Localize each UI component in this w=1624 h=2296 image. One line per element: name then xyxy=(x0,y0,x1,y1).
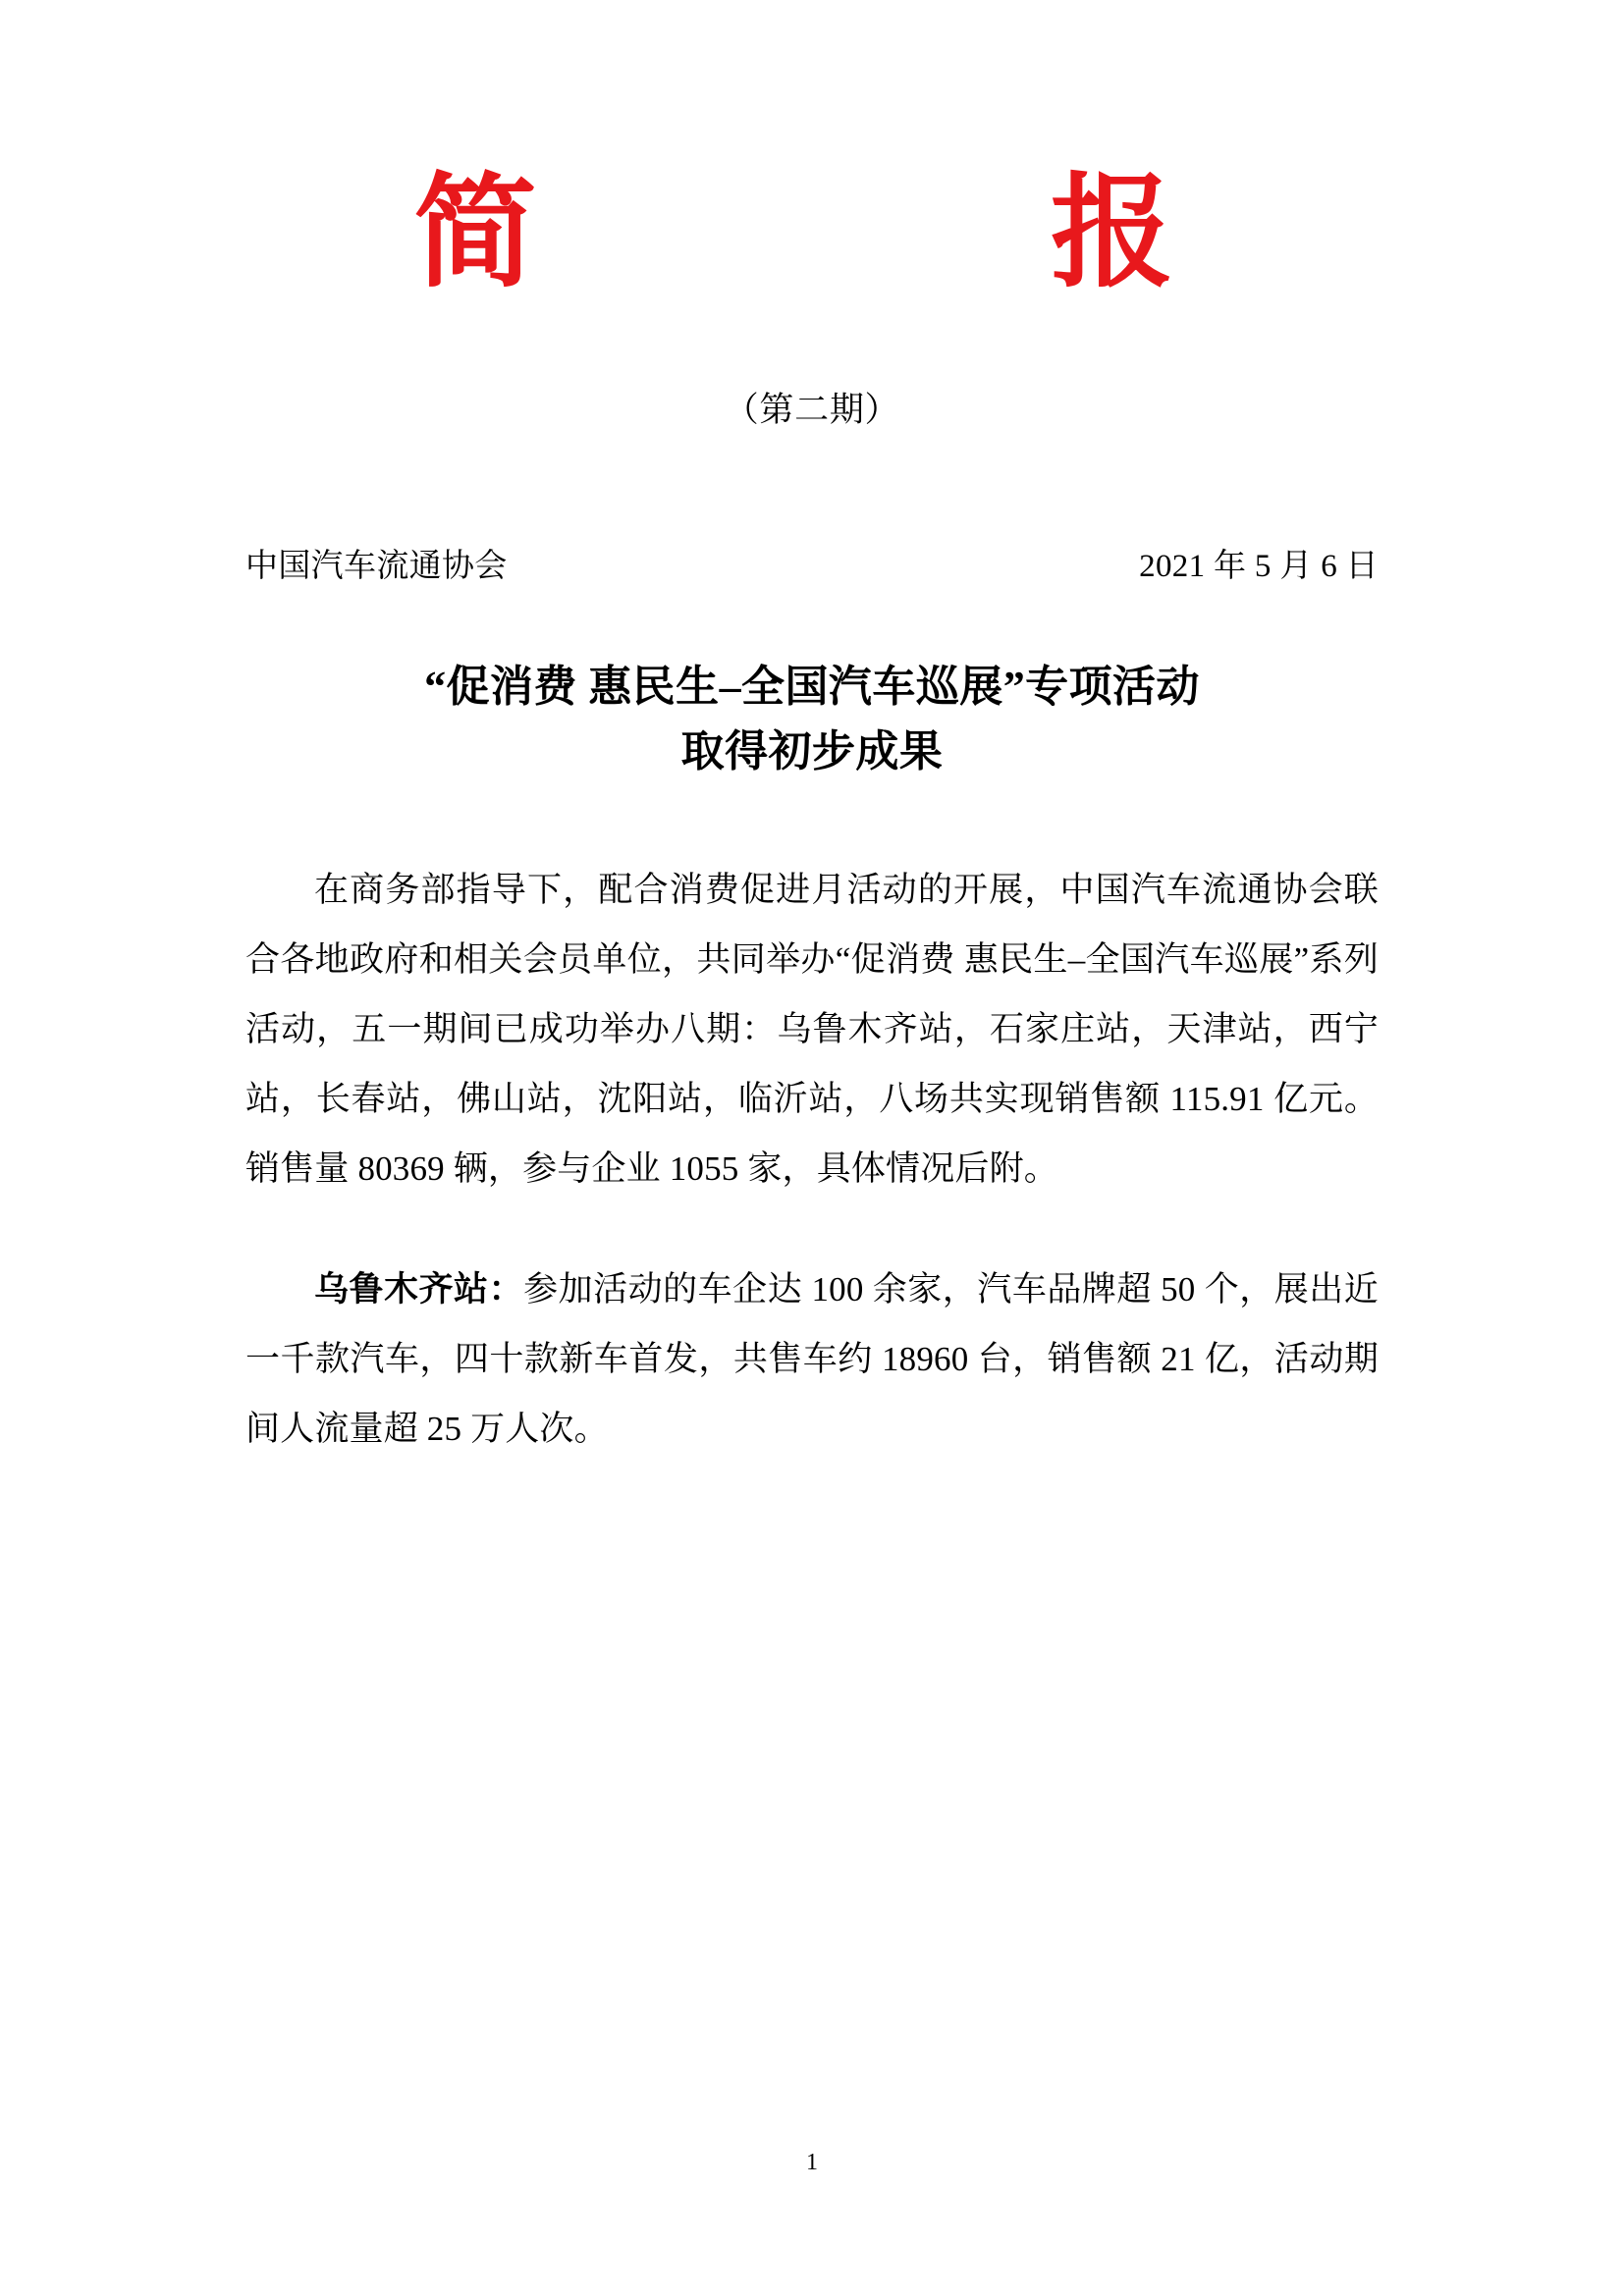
page-title xyxy=(245,655,1379,784)
page-number: 1 xyxy=(806,2150,818,2175)
page-title-line-1: “促消费 惠民生–全国汽车巡展”专项活动 xyxy=(424,663,1200,711)
paragraph-1 xyxy=(245,855,1379,1203)
paragraph-2 xyxy=(245,1255,1379,1464)
issuing-organization: 中国汽车流通协会 xyxy=(245,549,508,584)
page-title-line-2: 取得初步成果 xyxy=(680,727,944,775)
issue-number: （第二期） xyxy=(724,391,900,429)
paragraph-2-text: 参加活动的车企达 100 余家，汽车品牌超 50 个，展出近一千款汽车，四十款新车首发，共售车约 18960 台，销售额 21 亿，活动期间人流量超 25 万人次。 xyxy=(245,1270,1379,1449)
paragraph-1-text: 在商务部指导下，配合消费促进月活动的开展，中国汽车流通协会联合各地政府和相关会员单位，共同举办“促消费 惠民生–全国汽车巡展”系列活动，五一期间已成功举办八期：乌鲁木齐站，石家庄站，天津站，西宁站，长春站，佛山站，沈阳站，临沂站，八场共实现销售额 115.91 亿元。销售量 80369 辆，参与企业 1055 家，具体情况后附。 xyxy=(245,871,1379,1189)
masthead-title: 简 报 xyxy=(413,161,1211,304)
paragraph-2-lead: 乌鲁木齐站： xyxy=(314,1270,524,1309)
document-meta xyxy=(245,540,1379,586)
body-copy xyxy=(245,855,1379,1464)
issue-date: 2021 年 5 月 6 日 xyxy=(1139,549,1379,584)
